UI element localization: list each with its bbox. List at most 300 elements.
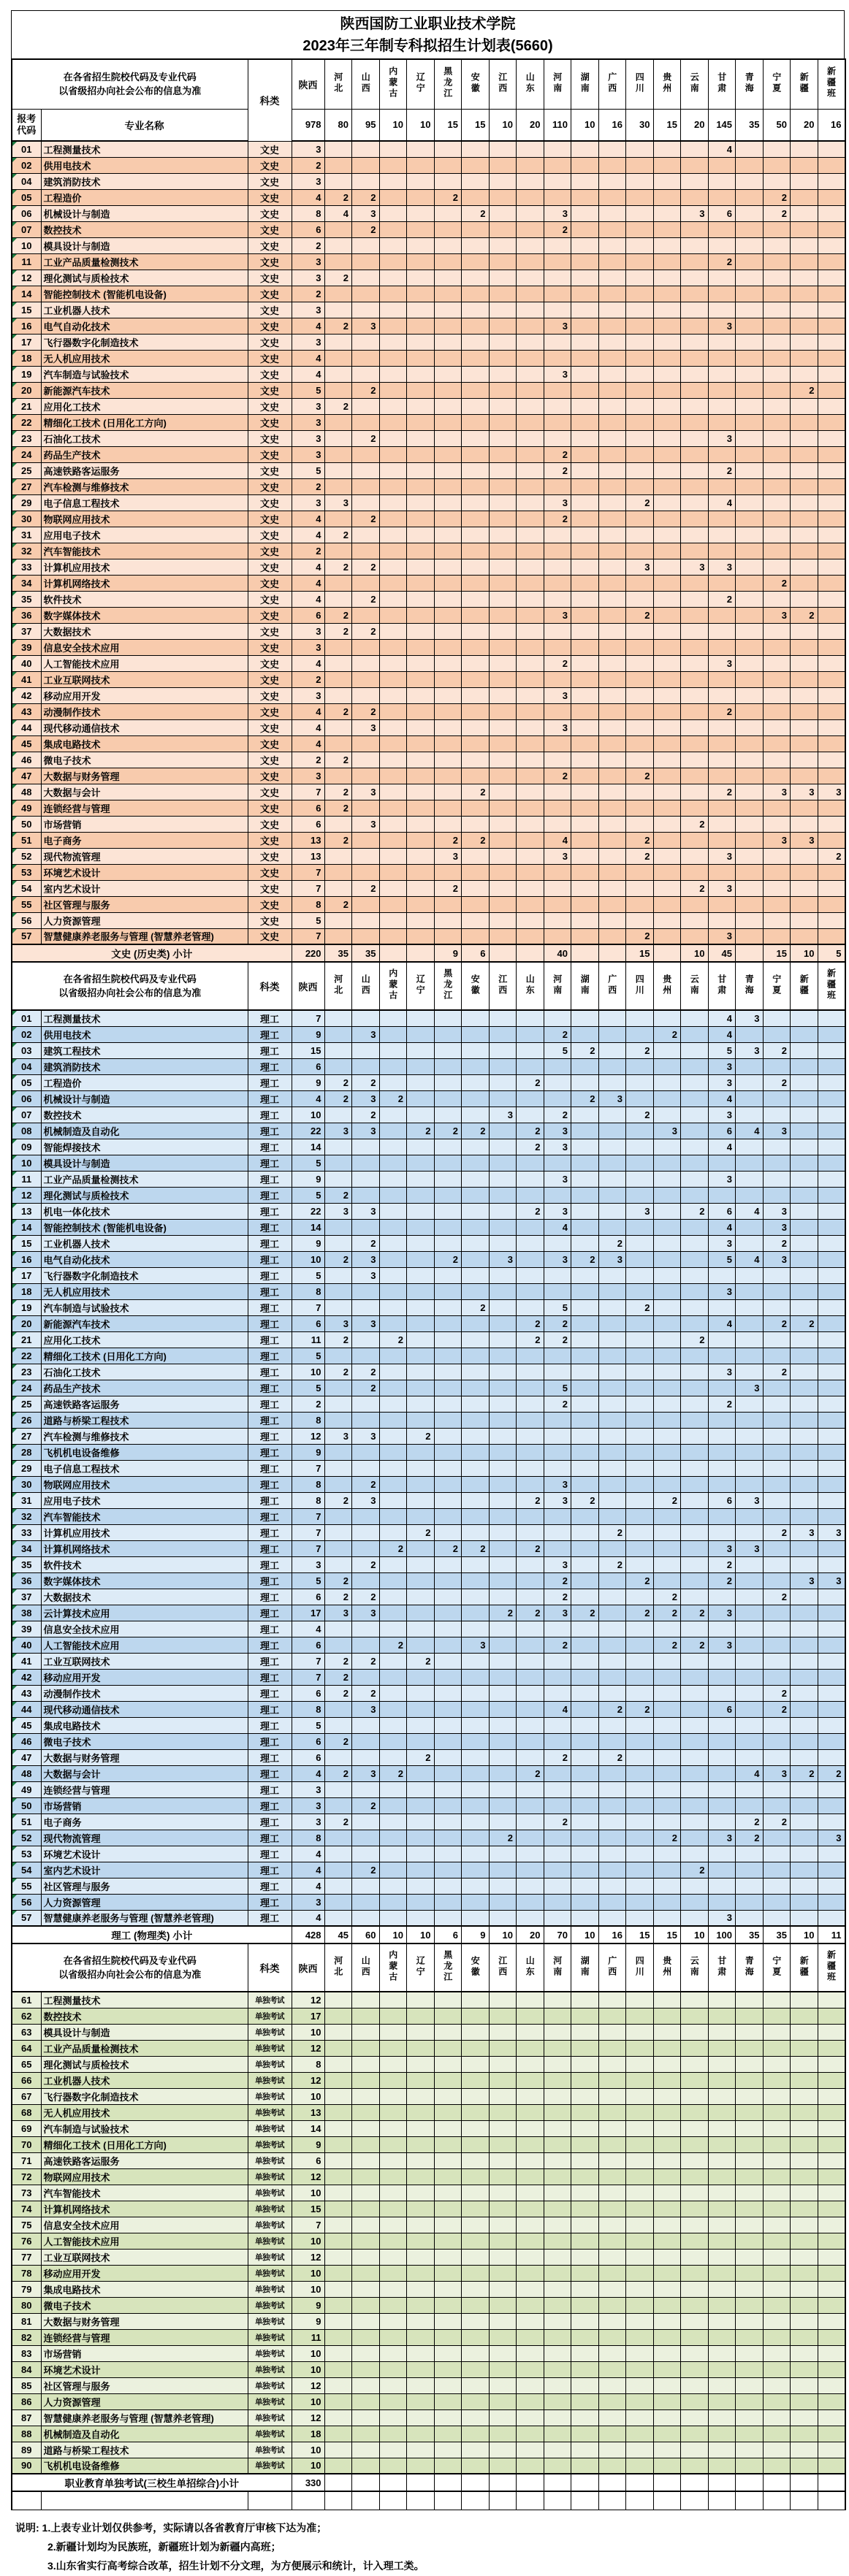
category-cell[interactable]: 理工	[248, 1894, 292, 1910]
plan-value-cell[interactable]: 7	[292, 864, 324, 880]
plan-value-cell[interactable]	[379, 2297, 407, 2313]
plan-value-cell[interactable]	[791, 2442, 818, 2458]
plan-value-cell[interactable]: 4	[736, 1203, 764, 1219]
plan-value-cell[interactable]	[818, 270, 845, 286]
plan-value-cell[interactable]	[736, 2442, 764, 2458]
code-cell[interactable]: 33	[12, 1524, 41, 1540]
plan-value-cell[interactable]	[598, 1813, 626, 1830]
plan-value-cell[interactable]	[407, 752, 435, 768]
plan-value-cell[interactable]	[626, 816, 654, 832]
plan-value-cell[interactable]	[544, 1846, 571, 1862]
plan-value-cell[interactable]	[379, 2377, 407, 2393]
plan-value-cell[interactable]	[407, 1894, 435, 1910]
plan-value-cell[interactable]	[626, 1396, 654, 1412]
plan-value-cell[interactable]	[352, 1444, 380, 1460]
empty-cell[interactable]	[818, 2491, 845, 2510]
province-header[interactable]	[379, 59, 407, 109]
plan-value-cell[interactable]	[736, 671, 764, 687]
plan-value-cell[interactable]	[517, 2329, 544, 2345]
plan-value-cell[interactable]	[544, 286, 571, 302]
subtotal-value-cell[interactable]	[352, 2474, 380, 2491]
plan-value-cell[interactable]	[626, 2120, 654, 2136]
plan-value-cell[interactable]	[681, 1878, 709, 1894]
plan-value-cell[interactable]	[571, 1139, 599, 1155]
plan-value-cell[interactable]	[489, 1155, 517, 1171]
plan-value-cell[interactable]	[626, 430, 654, 446]
plan-value-cell[interactable]	[763, 1846, 791, 1862]
plan-value-cell[interactable]	[434, 511, 462, 527]
plan-value-cell[interactable]	[379, 189, 407, 205]
plan-value-cell[interactable]	[818, 494, 845, 511]
plan-value-cell[interactable]	[517, 270, 544, 286]
plan-value-cell[interactable]	[352, 2361, 380, 2377]
plan-value-cell[interactable]	[379, 2345, 407, 2361]
plan-value-cell[interactable]	[352, 1540, 380, 1556]
plan-value-cell[interactable]	[571, 543, 599, 559]
plan-value-cell[interactable]: 3	[352, 1203, 380, 1219]
plan-value-cell[interactable]	[763, 2088, 791, 2104]
plan-value-cell[interactable]	[517, 1749, 544, 1765]
plan-value-cell[interactable]	[324, 253, 352, 270]
category-cell[interactable]: 理工	[248, 1283, 292, 1299]
plan-value-cell[interactable]	[489, 2056, 517, 2072]
plan-value-cell[interactable]	[434, 1219, 462, 1235]
plan-value-cell[interactable]	[763, 2072, 791, 2088]
plan-value-cell[interactable]: 4	[292, 1621, 324, 1637]
plan-value-cell[interactable]: 7	[292, 1669, 324, 1685]
plan-value-cell[interactable]	[818, 286, 845, 302]
code-cell[interactable]: 10	[12, 1155, 41, 1171]
plan-value-cell[interactable]	[352, 527, 380, 543]
plan-value-cell[interactable]	[791, 1878, 818, 1894]
province-header[interactable]	[324, 1944, 352, 1992]
plan-value-cell[interactable]	[626, 880, 654, 896]
plan-value-cell[interactable]: 2	[544, 1749, 571, 1765]
province-header[interactable]	[571, 962, 599, 1010]
subtotal-value-cell[interactable]	[324, 2474, 352, 2491]
plan-value-cell[interactable]	[598, 414, 626, 430]
major-cell[interactable]: 信息安全技术应用	[41, 2217, 248, 2233]
plan-value-cell[interactable]: 3	[434, 848, 462, 864]
plan-value-cell[interactable]	[626, 575, 654, 591]
plan-value-cell[interactable]	[736, 1653, 764, 1669]
plan-value-cell[interactable]	[379, 623, 407, 639]
plan-value-cell[interactable]	[653, 1090, 681, 1107]
plan-value-cell[interactable]	[489, 398, 517, 414]
plan-value-cell[interactable]	[324, 414, 352, 430]
plan-value-cell[interactable]	[489, 1992, 517, 2008]
subtotal-value-cell[interactable]: 35	[352, 944, 380, 962]
plan-value-cell[interactable]	[681, 1042, 709, 1058]
plan-value-cell[interactable]	[571, 2008, 599, 2024]
plan-value-cell[interactable]	[571, 1187, 599, 1203]
plan-value-cell[interactable]	[544, 334, 571, 350]
plan-value-cell[interactable]	[681, 527, 709, 543]
plan-value-cell[interactable]	[653, 768, 681, 784]
plan-value-cell[interactable]	[489, 2409, 517, 2426]
plan-value-cell[interactable]	[681, 1428, 709, 1444]
plan-value-cell[interactable]: 10	[292, 2393, 324, 2409]
plan-value-cell[interactable]	[791, 768, 818, 784]
major-cell[interactable]: 环境艺术设计	[41, 1846, 248, 1862]
category-cell[interactable]: 文史	[248, 334, 292, 350]
subtotal-value-cell[interactable]: 15	[653, 1926, 681, 1944]
plan-value-cell[interactable]	[708, 511, 736, 527]
plan-value-cell[interactable]: 2	[626, 1299, 654, 1315]
plan-value-cell[interactable]	[379, 398, 407, 414]
plan-value-cell[interactable]	[489, 1010, 517, 1026]
plan-value-cell[interactable]: 3	[544, 719, 571, 735]
code-cell[interactable]: 23	[12, 430, 41, 446]
plan-value-cell[interactable]	[379, 2201, 407, 2217]
plan-value-cell[interactable]	[653, 286, 681, 302]
plan-value-cell[interactable]	[708, 173, 736, 189]
plan-value-cell[interactable]	[407, 1380, 435, 1396]
plan-value-cell[interactable]	[462, 1476, 490, 1492]
plan-value-cell[interactable]: 2	[544, 1107, 571, 1123]
plan-value-cell[interactable]: 3	[736, 1492, 764, 1508]
plan-value-cell[interactable]	[434, 1749, 462, 1765]
plan-value-cell[interactable]	[407, 1444, 435, 1460]
plan-value-cell[interactable]: 5	[292, 1155, 324, 1171]
plan-value-cell[interactable]	[462, 2056, 490, 2072]
plan-value-cell[interactable]	[763, 1669, 791, 1685]
plan-value-cell[interactable]: 17	[292, 1605, 324, 1621]
plan-value-cell[interactable]	[489, 2233, 517, 2249]
province-header[interactable]	[708, 1944, 736, 1992]
plan-value-cell[interactable]	[598, 2265, 626, 2281]
code-cell[interactable]: 83	[12, 2345, 41, 2361]
plan-value-cell[interactable]	[379, 2265, 407, 2281]
plan-value-cell[interactable]	[626, 270, 654, 286]
plan-value-cell[interactable]	[379, 1476, 407, 1492]
plan-value-cell[interactable]	[818, 1396, 845, 1412]
plan-value-cell[interactable]	[571, 1992, 599, 2008]
plan-value-cell[interactable]	[598, 2104, 626, 2120]
plan-value-cell[interactable]	[352, 1894, 380, 1910]
plan-value-cell[interactable]	[571, 318, 599, 334]
plan-value-cell[interactable]	[379, 575, 407, 591]
plan-value-cell[interactable]	[434, 221, 462, 237]
plan-value-cell[interactable]	[681, 511, 709, 527]
plan-value-cell[interactable]: 2	[653, 1589, 681, 1605]
plan-value-cell[interactable]	[571, 655, 599, 671]
plan-value-cell[interactable]	[352, 1348, 380, 1364]
code-cell[interactable]: 35	[12, 591, 41, 607]
plan-value-cell[interactable]	[653, 928, 681, 944]
plan-value-cell[interactable]	[708, 752, 736, 768]
plan-value-cell[interactable]	[653, 2249, 681, 2265]
plan-value-cell[interactable]	[653, 1235, 681, 1251]
plan-value-cell[interactable]	[324, 1701, 352, 1717]
plan-value-cell[interactable]: 8	[292, 1830, 324, 1846]
plan-value-cell[interactable]	[763, 2329, 791, 2345]
code-cell[interactable]: 56	[12, 912, 41, 928]
code-cell[interactable]: 46	[12, 1733, 41, 1749]
code-cell[interactable]: 22	[12, 1348, 41, 1364]
plan-value-cell[interactable]	[544, 2120, 571, 2136]
plan-value-cell[interactable]	[653, 2104, 681, 2120]
plan-value-cell[interactable]: 11	[292, 2329, 324, 2345]
province-header[interactable]	[681, 962, 709, 1010]
plan-value-cell[interactable]	[489, 1364, 517, 1380]
plan-value-cell[interactable]	[379, 157, 407, 173]
plan-value-cell[interactable]	[626, 2040, 654, 2056]
code-cell[interactable]: 45	[12, 735, 41, 752]
plan-value-cell[interactable]: 3	[292, 334, 324, 350]
plan-value-cell[interactable]	[571, 1685, 599, 1701]
plan-value-cell[interactable]	[763, 1444, 791, 1460]
plan-value-cell[interactable]	[763, 1348, 791, 1364]
plan-value-cell[interactable]	[736, 655, 764, 671]
plan-value-cell[interactable]	[517, 848, 544, 864]
plan-value-cell[interactable]	[489, 559, 517, 575]
subtotal-value-cell[interactable]: 15	[626, 1926, 654, 1944]
plan-value-cell[interactable]	[708, 527, 736, 543]
plan-value-cell[interactable]	[434, 2377, 462, 2393]
plan-value-cell[interactable]	[708, 2409, 736, 2426]
plan-value-cell[interactable]	[462, 1733, 490, 1749]
plan-value-cell[interactable]	[818, 719, 845, 735]
plan-value-cell[interactable]	[324, 1556, 352, 1572]
plan-value-cell[interactable]	[708, 896, 736, 912]
plan-value-cell[interactable]	[407, 189, 435, 205]
plan-value-cell[interactable]	[544, 912, 571, 928]
plan-value-cell[interactable]	[462, 1910, 490, 1926]
plan-value-cell[interactable]	[324, 1444, 352, 1460]
plan-value-cell[interactable]	[818, 511, 845, 527]
plan-value-cell[interactable]	[324, 1155, 352, 1171]
plan-value-cell[interactable]	[708, 687, 736, 703]
plan-value-cell[interactable]	[517, 543, 544, 559]
category-cell[interactable]: 理工	[248, 1107, 292, 1123]
category-cell[interactable]: 单独考试	[248, 2281, 292, 2297]
plan-value-cell[interactable]: 2	[763, 1235, 791, 1251]
plan-value-cell[interactable]	[818, 2217, 845, 2233]
category-cell[interactable]: 理工	[248, 1187, 292, 1203]
plan-value-cell[interactable]	[736, 1524, 764, 1540]
code-cell[interactable]: 02	[12, 1026, 41, 1042]
plan-value-cell[interactable]	[708, 2185, 736, 2201]
plan-value-cell[interactable]	[626, 800, 654, 816]
plan-value-cell[interactable]	[736, 350, 764, 366]
plan-value-cell[interactable]	[407, 1155, 435, 1171]
plan-value-cell[interactable]	[434, 205, 462, 221]
plan-value-cell[interactable]	[517, 398, 544, 414]
plan-value-cell[interactable]	[598, 1107, 626, 1123]
plan-value-cell[interactable]: 2	[352, 559, 380, 575]
province-header[interactable]	[352, 59, 380, 109]
plan-value-cell[interactable]	[708, 1380, 736, 1396]
code-cell[interactable]: 69	[12, 2120, 41, 2136]
plan-value-cell[interactable]	[324, 1781, 352, 1797]
plan-value-cell[interactable]	[708, 446, 736, 462]
plan-value-cell[interactable]	[462, 1187, 490, 1203]
plan-value-cell[interactable]	[791, 1508, 818, 1524]
plan-value-cell[interactable]	[489, 1669, 517, 1685]
plan-value-cell[interactable]: 2	[544, 511, 571, 527]
plan-value-cell[interactable]	[379, 1380, 407, 1396]
category-cell[interactable]: 理工	[248, 1460, 292, 1476]
plan-value-cell[interactable]	[571, 2185, 599, 2201]
plan-value-cell[interactable]	[818, 1813, 845, 1830]
plan-value-cell[interactable]: 5	[292, 1187, 324, 1203]
code-cell[interactable]: 84	[12, 2361, 41, 2377]
plan-value-cell[interactable]	[571, 1026, 599, 1042]
category-cell[interactable]: 单独考试	[248, 2072, 292, 2088]
plan-value-cell[interactable]	[708, 543, 736, 559]
plan-value-cell[interactable]	[818, 1203, 845, 1219]
code-cell[interactable]: 43	[12, 703, 41, 719]
plan-value-cell[interactable]	[763, 671, 791, 687]
plan-value-cell[interactable]	[791, 1492, 818, 1508]
plan-value-cell[interactable]	[489, 912, 517, 928]
plan-value-cell[interactable]	[791, 2024, 818, 2040]
plan-value-cell[interactable]	[324, 1717, 352, 1733]
category-cell[interactable]: 理工	[248, 1701, 292, 1717]
plan-value-cell[interactable]	[818, 1717, 845, 1733]
plan-value-cell[interactable]	[379, 1524, 407, 1540]
plan-value-cell[interactable]	[681, 1444, 709, 1460]
plan-value-cell[interactable]	[434, 543, 462, 559]
plan-value-cell[interactable]	[763, 735, 791, 752]
major-cell[interactable]: 人工智能技术应用	[41, 655, 248, 671]
plan-value-cell[interactable]: 2	[379, 1637, 407, 1653]
subtotal-value-cell[interactable]	[571, 2474, 599, 2491]
plan-value-cell[interactable]: 2	[763, 1685, 791, 1701]
subtotal-value-cell[interactable]	[598, 2474, 626, 2491]
major-cell[interactable]: 工业互联网技术	[41, 1653, 248, 1669]
major-cell[interactable]: 集成电路技术	[41, 735, 248, 752]
plan-value-cell[interactable]	[708, 1653, 736, 1669]
plan-value-cell[interactable]	[517, 430, 544, 446]
plan-value-cell[interactable]	[736, 768, 764, 784]
category-cell[interactable]: 理工	[248, 1074, 292, 1090]
plan-value-cell[interactable]	[434, 318, 462, 334]
plan-value-cell[interactable]	[598, 735, 626, 752]
plan-value-cell[interactable]: 2	[626, 494, 654, 511]
plan-value-cell[interactable]: 2	[517, 1139, 544, 1155]
plan-value-cell[interactable]	[379, 221, 407, 237]
plan-value-cell[interactable]	[763, 816, 791, 832]
plan-value-cell[interactable]	[489, 2040, 517, 2056]
subtotal-value-cell[interactable]: 10	[791, 944, 818, 962]
plan-value-cell[interactable]: 2	[763, 575, 791, 591]
subtotal-value-cell[interactable]	[489, 944, 517, 962]
plan-value-cell[interactable]	[352, 1508, 380, 1524]
plan-value-cell[interactable]	[489, 366, 517, 382]
plan-value-cell[interactable]	[791, 703, 818, 719]
plan-value-cell[interactable]	[653, 1556, 681, 1572]
plan-value-cell[interactable]	[352, 157, 380, 173]
plan-value-cell[interactable]	[571, 1669, 599, 1685]
plan-value-cell[interactable]	[379, 1701, 407, 1717]
subtotal-value-cell[interactable]	[462, 2474, 490, 2491]
plan-value-cell[interactable]: 2	[407, 1123, 435, 1139]
code-cell[interactable]: 20	[12, 1315, 41, 1331]
plan-value-cell[interactable]	[544, 237, 571, 253]
plan-value-cell[interactable]	[736, 2233, 764, 2249]
plan-value-cell[interactable]: 9	[292, 1235, 324, 1251]
plan-value-cell[interactable]	[736, 527, 764, 543]
plan-value-cell[interactable]	[324, 2088, 352, 2104]
plan-value-cell[interactable]	[379, 2056, 407, 2072]
plan-value-cell[interactable]	[791, 928, 818, 944]
plan-value-cell[interactable]: 2	[324, 607, 352, 623]
plan-value-cell[interactable]	[352, 1813, 380, 1830]
plan-value-cell[interactable]	[544, 270, 571, 286]
plan-value-cell[interactable]	[379, 559, 407, 575]
plan-value-cell[interactable]: 2	[352, 1235, 380, 1251]
plan-value-cell[interactable]	[626, 1524, 654, 1540]
plan-value-cell[interactable]	[708, 1992, 736, 2008]
code-cell[interactable]: 33	[12, 559, 41, 575]
plan-value-cell[interactable]	[571, 2345, 599, 2361]
plan-value-cell[interactable]	[818, 1910, 845, 1926]
plan-value-cell[interactable]	[379, 1605, 407, 1621]
plan-value-cell[interactable]	[517, 2313, 544, 2329]
plan-value-cell[interactable]	[571, 1107, 599, 1123]
plan-value-cell[interactable]	[462, 607, 490, 623]
plan-value-cell[interactable]	[489, 1701, 517, 1717]
category-cell[interactable]: 文史	[248, 205, 292, 221]
plan-value-cell[interactable]	[544, 1348, 571, 1364]
plan-value-cell[interactable]	[791, 1830, 818, 1846]
plan-value-cell[interactable]	[544, 1621, 571, 1637]
plan-value-cell[interactable]	[462, 1219, 490, 1235]
category-cell[interactable]: 文史	[248, 671, 292, 687]
plan-value-cell[interactable]	[763, 286, 791, 302]
plan-value-cell[interactable]	[544, 1685, 571, 1701]
plan-value-cell[interactable]	[763, 591, 791, 607]
plan-value-cell[interactable]	[544, 1460, 571, 1476]
plan-value-cell[interactable]	[763, 494, 791, 511]
plan-value-cell[interactable]	[379, 768, 407, 784]
plan-value-cell[interactable]	[352, 2008, 380, 2024]
plan-value-cell[interactable]	[352, 768, 380, 784]
plan-value-cell[interactable]	[434, 1605, 462, 1621]
plan-value-cell[interactable]	[626, 1348, 654, 1364]
plan-value-cell[interactable]	[653, 1331, 681, 1348]
plan-value-cell[interactable]	[462, 655, 490, 671]
plan-value-cell[interactable]: 2	[462, 1540, 490, 1556]
plan-value-cell[interactable]	[653, 559, 681, 575]
plan-value-cell[interactable]	[517, 1621, 544, 1637]
plan-value-cell[interactable]	[681, 270, 709, 286]
plan-value-cell[interactable]: 2	[708, 784, 736, 800]
plan-value-cell[interactable]: 3	[708, 655, 736, 671]
plan-value-cell[interactable]	[517, 2281, 544, 2297]
plan-value-cell[interactable]	[791, 1267, 818, 1283]
plan-value-cell[interactable]	[489, 575, 517, 591]
plan-value-cell[interactable]	[626, 1669, 654, 1685]
plan-value-cell[interactable]	[544, 2458, 571, 2474]
plan-value-cell[interactable]: 2	[292, 286, 324, 302]
plan-value-cell[interactable]	[681, 1251, 709, 1267]
plan-value-cell[interactable]: 2	[324, 270, 352, 286]
plan-value-cell[interactable]	[517, 1444, 544, 1460]
major-cell[interactable]: 现代移动通信技术	[41, 719, 248, 735]
plan-value-cell[interactable]: 2	[292, 752, 324, 768]
plan-value-cell[interactable]	[434, 1830, 462, 1846]
province-header[interactable]	[324, 962, 352, 1010]
major-cell[interactable]: 现代移动通信技术	[41, 1701, 248, 1717]
plan-value-cell[interactable]	[517, 912, 544, 928]
plan-value-cell[interactable]	[352, 2426, 380, 2442]
plan-value-cell[interactable]	[489, 543, 517, 559]
plan-value-cell[interactable]	[626, 478, 654, 494]
plan-value-cell[interactable]	[462, 1813, 490, 1830]
